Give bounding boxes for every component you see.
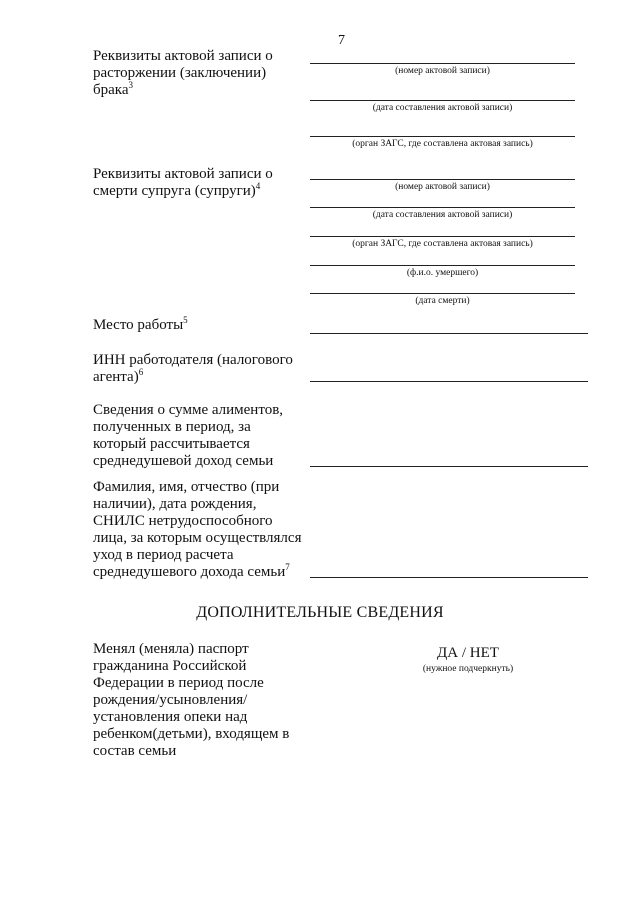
caption-registry-office: (орган ЗАГС, где составлена актовая запись) <box>352 139 533 149</box>
footnote-marker: 3 <box>128 80 134 90</box>
caption-record-date: (дата составления актовой записи) <box>372 210 513 220</box>
yes-no-choice[interactable]: ДА / НЕТ <box>437 645 499 661</box>
field-label-death-record: Реквизиты актовой записи о смерти супруга (супруги)$^4$ <box>93 166 273 199</box>
caption-record-date: (дата составления актовой записи) <box>372 103 513 113</box>
additional-info-heading: ДОПОЛНИТЕЛЬНЫЕ СВЕДЕНИЯ <box>196 604 444 621</box>
workplace-line[interactable] <box>310 333 588 334</box>
footnote-marker: 4 <box>255 181 261 191</box>
death-date-line[interactable] <box>310 293 575 294</box>
alimony-line[interactable] <box>310 466 588 467</box>
marriage-registry-office-line[interactable] <box>310 136 575 137</box>
caption-deceased-name: (ф.и.о. умершего) <box>406 268 479 278</box>
field-label-marriage-record: Реквизиты актовой записи о расторжении (заключении) брака$^3$ <box>93 48 273 98</box>
care-recipient-line[interactable] <box>310 577 588 578</box>
field-label-care-recipient: Фамилия, имя, отчество (при наличии), дата рождения, СНИЛС нетрудоспособного лица, за которым осуществлялся уход в период расчета среднедушевого дохода семьи$^7$ <box>93 479 302 580</box>
passport-change-question: Менял (меняла) паспорт гражданина Российской Федерации в период после рождения/усыновления/ установления опеки над ребенком(детьми), входящем в состав семьи <box>93 641 290 759</box>
caption-record-number: (номер актовой записи) <box>395 66 490 76</box>
field-label-workplace: Место работы$^5$ <box>93 315 188 333</box>
caption-record-number: (номер актовой записи) <box>395 182 490 192</box>
deceased-name-line[interactable] <box>310 265 575 266</box>
caption-death-date: (дата смерти) <box>415 296 470 306</box>
footnote-marker: 6 <box>138 367 144 377</box>
marriage-record-date-line[interactable] <box>310 100 575 101</box>
field-label-alimony: Сведения о сумме алиментов, полученных в период, за который рассчитывается среднедушевой доход семьи <box>93 402 284 469</box>
caption-registry-office: (орган ЗАГС, где составлена актовая запись) <box>352 239 533 249</box>
page-number: 7 <box>338 33 345 48</box>
field-label-employer-inn: ИНН работодателя (налогового агента)$^6$ <box>93 352 293 385</box>
marriage-record-number-line[interactable] <box>310 63 575 64</box>
death-registry-office-line[interactable] <box>310 236 575 237</box>
yes-no-hint: (нужное подчеркнуть) <box>422 664 514 674</box>
footnote-marker: 7 <box>285 562 290 572</box>
employer-inn-line[interactable] <box>310 381 588 382</box>
death-record-number-line[interactable] <box>310 179 575 180</box>
death-record-date-line[interactable] <box>310 207 575 208</box>
footnote-marker: 5 <box>183 315 188 325</box>
